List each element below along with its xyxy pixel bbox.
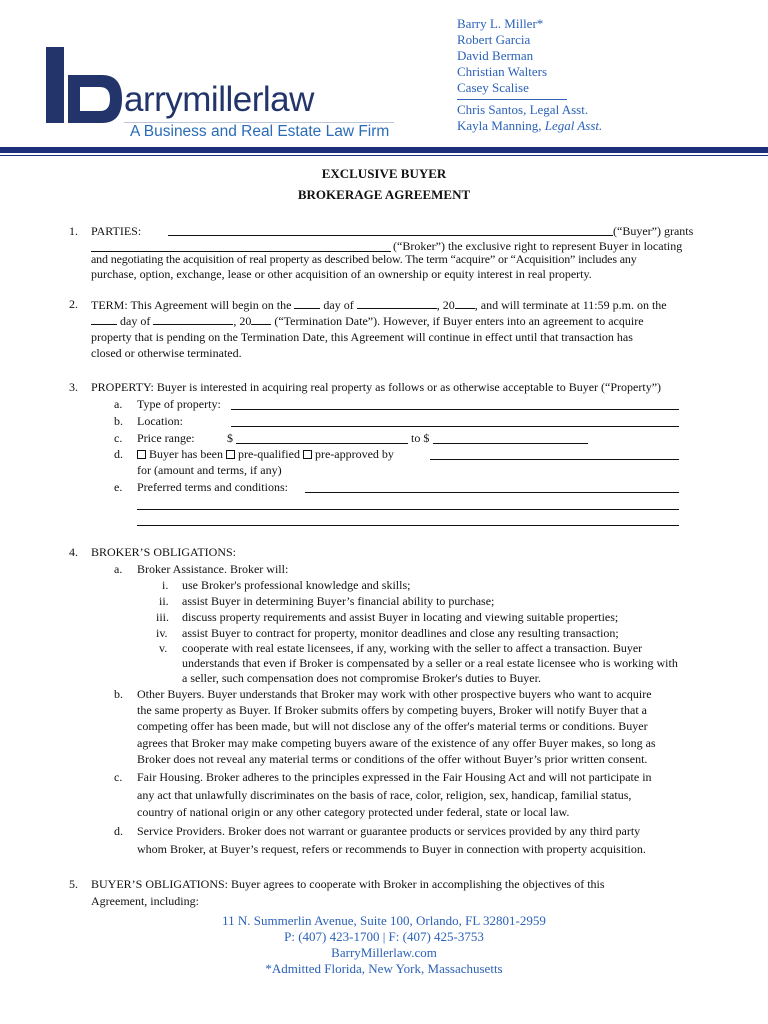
sub-item: a seller, such compensation does not compromise Broker's duties to Buyer. <box>182 671 541 685</box>
footer-website[interactable]: BarryMillerlaw.com <box>331 945 437 960</box>
sub-item: discuss property requirements and assist Buyer in locating and viewing suitable properties; <box>182 610 619 624</box>
checkbox-icon <box>226 450 235 459</box>
section-number: 3. <box>69 380 78 394</box>
price-min-field <box>236 443 408 444</box>
price-max-field <box>433 443 588 444</box>
sub-label: iii. <box>156 610 170 624</box>
other-buyers: agrees that Broker may make competing buyers aware of the existence of any offer Buyer makes, so long as <box>137 736 656 750</box>
sub-item: understands that even if Broker is compensated by a seller or a real estate licensee who is working with <box>182 656 678 670</box>
preferred-terms-field <box>137 525 679 526</box>
preferred-terms-field <box>137 509 679 510</box>
attorney-name: Barry L. Miller* <box>457 16 544 31</box>
other-buyers: competing offer has been made, but will not disclose any of the offer's material terms or conditions. Buyer <box>137 719 648 733</box>
buyer-name-field <box>168 235 613 236</box>
location-field <box>231 426 679 427</box>
s4-title: BROKER’S OBLIGATIONS: <box>91 545 237 559</box>
lender-field <box>430 459 679 460</box>
attorney-name: David Berman <box>457 48 534 63</box>
type-of-property-field <box>231 409 679 410</box>
sub-item: assist Buyer to contract for property, monitor deadlines and close any resulting transaction; <box>182 626 619 640</box>
item-label: c. <box>114 431 123 445</box>
checkbox-icon <box>303 450 312 459</box>
s2-line1: TERM: This Agreement will begin on the day of , 20 , and will terminate at 11:59 p.m. on the <box>91 298 667 312</box>
other-buyers: the same property as Buyer. If Broker submits offers by competing buyers, Broker will notify Buyer that a <box>137 703 647 717</box>
item-label: a. <box>114 562 123 576</box>
item-label: b. <box>114 414 123 428</box>
logo-b-icon <box>46 47 124 123</box>
section-number: 5. <box>69 877 78 891</box>
s1-line3: and negotiating the acquisition of real property as described below. The term “acquire” or “Acquisition” includes any <box>91 252 637 266</box>
footer-phones: P: (407) 423-1700 | F: (407) 425-3753 <box>284 929 484 944</box>
sub-item: cooperate with real estate licensees, if any, working with the seller to affect a transaction. Buyer <box>182 641 643 655</box>
sub-item: use Broker's professional knowledge and skills; <box>182 578 411 592</box>
preferred-terms-label: Preferred terms and conditions: <box>137 480 288 494</box>
financing-line: Buyer has been pre-qualified pre-approved by <box>137 447 394 462</box>
sub-label: i. <box>162 578 169 592</box>
doc-title-line2: BROKERAGE AGREEMENT <box>297 187 471 202</box>
other-buyers: Broker does not reveal any material terms or conditions of the offer without Buyer’s prior written consent. <box>137 752 648 766</box>
s2-line2: day of , 20 (“Termination Date”). However, if Buyer enters into an agreement to acquire <box>91 313 644 329</box>
header-rule <box>0 155 768 156</box>
location-label: Location: <box>137 414 183 428</box>
buyer-grants-text: (“Buyer”) grants <box>613 224 694 238</box>
sub-label: v. <box>159 641 168 655</box>
section-number: 4. <box>69 545 78 559</box>
staff-member: Chris Santos, Legal Asst. <box>457 102 589 117</box>
header-bar <box>0 147 768 153</box>
price-dollar: $ <box>227 431 233 445</box>
item-label: e. <box>114 480 123 494</box>
s5-line2: Agreement, including: <box>91 894 199 908</box>
s1-line4: purchase, option, exchange, lease or other acquisition of an ownership or equity interest in real property. <box>91 267 592 281</box>
attorney-name: Christian Walters <box>457 64 548 79</box>
sub-label: iv. <box>156 626 168 640</box>
item-label: b. <box>114 687 123 701</box>
checkbox-icon <box>137 450 146 459</box>
item-label: d. <box>114 824 123 838</box>
item-label: d. <box>114 447 123 461</box>
price-range-label: Price range: <box>137 431 195 445</box>
broker-assistance: Broker Assistance. Broker will: <box>137 562 289 576</box>
footer-admitted: *Admitted Florida, New York, Massachusetts <box>265 961 503 976</box>
staff-member: Kayla Manning, Legal Asst. <box>457 118 603 133</box>
section-label-parties: PARTIES: <box>91 224 142 238</box>
sub-item: assist Buyer in determining Buyer’s financial ability to purchase; <box>182 594 495 608</box>
s2-line3: property that is pending on the Termination Date, this Agreement will continue in effect until that transaction has <box>91 330 633 344</box>
firm-name: arrymillerlaw <box>124 80 314 119</box>
footer-address: 11 N. Summerlin Avenue, Suite 100, Orlando, FL 32801-2959 <box>222 913 546 928</box>
s1-line2: (“Broker”) the exclusive right to represent Buyer in locating <box>393 239 683 253</box>
type-of-property-label: Type of property: <box>137 397 221 411</box>
item-label: c. <box>114 770 123 784</box>
item-label: a. <box>114 397 123 411</box>
section-number: 2. <box>69 297 78 311</box>
attorney-name: Robert Garcia <box>457 32 531 47</box>
fair-housing: country of national origin or any other category protected under federal, state or local law. <box>137 805 570 819</box>
other-buyers: Other Buyers. Buyer understands that Broker may work with other prospective buyers who want to acquire <box>137 687 652 701</box>
firm-tagline: A Business and Real Estate Law Firm <box>130 123 390 140</box>
staff-divider <box>457 99 567 100</box>
doc-title-line1: EXCLUSIVE BUYER <box>321 166 447 181</box>
attorney-name: Casey Scalise <box>457 80 529 95</box>
s5-line1: BUYER’S OBLIGATIONS: Buyer agrees to cooperate with Broker in accomplishing the objectives of this <box>91 877 605 891</box>
service-providers: Service Providers. Broker does not warrant or guarantee products or services provided by any third party <box>137 824 641 838</box>
section-number: 1. <box>69 224 78 238</box>
logo-mark <box>46 47 124 123</box>
s2-line4: closed or otherwise terminated. <box>91 346 242 360</box>
fair-housing: any act that unlawfully discriminates on the basis of race, color, religion, sex, handicap, familial status, <box>137 788 632 802</box>
financing-terms: for (amount and terms, if any) <box>137 463 282 477</box>
price-to: to $ <box>411 431 430 445</box>
attorney-list <box>457 16 602 134</box>
s3-intro: PROPERTY: Buyer is interested in acquiring real property as follows or as otherwise acceptable to Buyer (“Property”) <box>91 380 662 394</box>
sub-label: ii. <box>159 594 169 608</box>
preferred-terms-field <box>305 492 679 493</box>
service-providers: whom Broker, at Buyer’s request, refers or recommends to Buyer in connection with property acquisition. <box>137 842 646 856</box>
fair-housing: Fair Housing. Broker adheres to the principles expressed in the Fair Housing Act and will not participate in <box>137 770 652 784</box>
